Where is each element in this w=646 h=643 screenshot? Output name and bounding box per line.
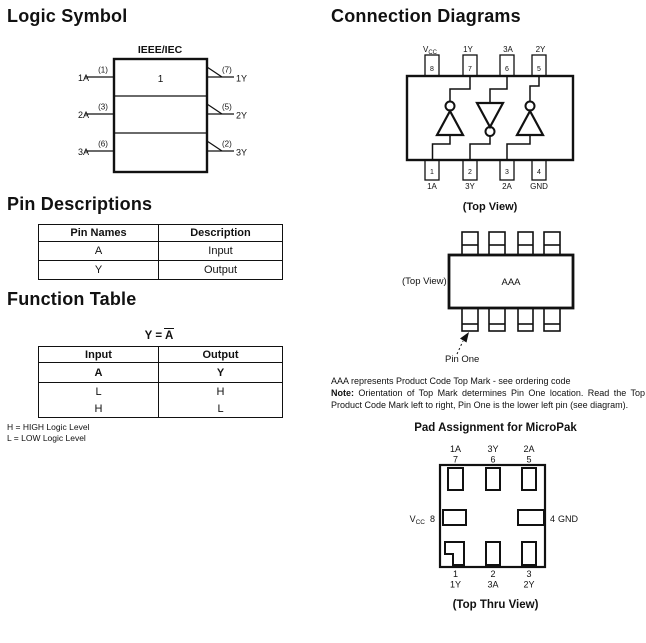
pad5-number: 5 <box>526 454 532 465</box>
table-row <box>39 242 282 260</box>
pin3-name: 2A <box>502 182 512 191</box>
output-pin-number: (5) <box>222 102 232 112</box>
cell-pin-name: A <box>39 242 159 260</box>
pad7-number: 7 <box>452 454 459 465</box>
pin1-number: 1 <box>430 169 434 176</box>
pad5-name: 2A <box>523 444 535 454</box>
col-header-input: Input <box>39 347 159 362</box>
pin-lead <box>462 232 478 255</box>
pin5-name: 2Y <box>535 45 546 54</box>
logic-symbol-heading: Logic Symbol <box>7 6 128 26</box>
col-header-pin-names: Pin Names <box>39 225 159 241</box>
input-pin-number: (1) <box>98 65 108 75</box>
pin-lead <box>489 232 505 255</box>
pad1-name: 1Y <box>449 579 462 590</box>
pad7-name: 1A <box>449 444 462 454</box>
table-row <box>39 383 282 400</box>
cell-description: Input <box>208 245 233 257</box>
wire-3y <box>470 136 490 160</box>
output-name: 1Y <box>236 73 248 84</box>
inverter-triangle-3 <box>517 111 543 135</box>
vcc-sub: CC <box>415 519 425 526</box>
pad6-name: 3Y <box>487 444 499 454</box>
polarity-wedge <box>207 141 222 151</box>
legend-low: L = LOW Logic Level <box>7 433 86 443</box>
connection-diagrams-heading: Connection Diagrams <box>331 6 521 26</box>
micropak-top-pins <box>462 232 560 255</box>
micropak-topview-figure <box>393 228 608 368</box>
pad-1-notched <box>445 542 464 565</box>
function-equation <box>38 328 281 342</box>
logic-level-legend <box>7 422 89 444</box>
pin-lead <box>518 232 533 255</box>
pin1-name: 1A <box>427 182 437 191</box>
output-pin-number: (7) <box>222 65 232 75</box>
wire-3a <box>490 76 507 103</box>
package-connection-diagram <box>400 40 600 192</box>
pin-lead <box>462 308 478 331</box>
gate-row-2 <box>78 103 247 121</box>
pin-lead <box>489 308 505 331</box>
input-name: 2A <box>78 110 90 120</box>
ieee-iec-label: IEEE/IEC <box>137 44 183 56</box>
pad2-name: 3A <box>487 579 499 590</box>
pad6-number: 6 <box>490 454 496 465</box>
pad-7 <box>448 468 463 490</box>
soic-caption: (Top View) <box>462 201 518 213</box>
vcc-v: V <box>423 45 429 54</box>
cell-input-level: L <box>39 383 159 400</box>
pad2-number: 2 <box>490 569 496 579</box>
pin7-name: 1Y <box>463 45 473 54</box>
pad-3 <box>522 542 536 565</box>
wire-2y <box>530 76 539 102</box>
output-name: 2Y <box>236 110 248 121</box>
vcc-label <box>410 514 426 526</box>
note-line-1: AAA represents Product Code Top Mark - see ordering code <box>331 376 571 386</box>
pad8-number: 8 <box>430 514 436 524</box>
micropak-side-label: (Top View) <box>402 276 447 287</box>
output-pin-number: (2) <box>222 139 232 149</box>
wire-1y <box>450 76 470 102</box>
pin-descriptions-table <box>38 224 283 280</box>
pad-6 <box>486 468 500 490</box>
polarity-wedge <box>207 104 222 114</box>
micropak-note <box>331 375 645 411</box>
vcc-label <box>423 45 438 56</box>
function-table-heading: Function Table <box>7 289 137 309</box>
wire-1a <box>433 135 451 160</box>
pad-8-vcc <box>443 510 466 525</box>
pad-4-gnd <box>518 510 544 525</box>
pad-2 <box>486 542 500 565</box>
inverter-triangle-2 <box>477 103 503 127</box>
vcc-sub: CC <box>428 50 438 56</box>
pad-assignment-figure <box>395 443 610 615</box>
pin2-number: 2 <box>468 169 472 176</box>
cell-input-level: H <box>39 400 159 417</box>
pad3-name: 2Y <box>523 579 535 590</box>
inverter-triangle-1 <box>437 111 463 135</box>
polarity-wedge <box>207 67 222 77</box>
inverter-qualifier: 1 <box>157 74 164 85</box>
pin7-number: 7 <box>468 66 472 73</box>
pin-one-pointer-line <box>457 341 463 354</box>
logic-symbol-figure <box>70 35 315 187</box>
table-header-row <box>39 225 282 242</box>
note-text: Orientation of Top Mark determines Pin One location. Read the Top Product Code Mark left to right, Pin One is the lower left pin (see diagram). <box>331 388 645 410</box>
output-name: 3Y <box>236 147 248 158</box>
micropak-bottom-pins <box>462 308 560 331</box>
cell-pin-name: Y <box>39 261 159 279</box>
cell-output-level: H <box>216 385 225 398</box>
micropak-outline <box>440 465 545 567</box>
col-header-description: Description <box>190 227 251 239</box>
legend-high: H = HIGH Logic Level <box>7 422 90 432</box>
col-header-output: Output <box>202 348 239 361</box>
table-row <box>39 260 282 279</box>
input-name: 1A <box>78 73 90 83</box>
pin-lead <box>544 308 560 331</box>
pin-one-label: Pin One <box>445 354 480 365</box>
pad1-number: 1 <box>452 569 459 579</box>
pad4-number: 4 <box>550 514 556 524</box>
pin-descriptions-heading: Pin Descriptions <box>7 194 153 214</box>
top-mark: AAA <box>501 277 521 288</box>
function-table <box>38 346 283 418</box>
pin5-number: 5 <box>537 66 541 73</box>
cell-output-signal: Y <box>216 366 225 379</box>
pin3-number: 3 <box>505 169 509 176</box>
input-name: 3A <box>78 147 90 157</box>
equation-lhs: Y = <box>144 330 163 342</box>
pad-assignment-heading: Pad Assignment for MicroPak <box>414 422 577 434</box>
pin4-number: 4 <box>537 169 541 176</box>
wire-2a <box>507 135 530 160</box>
pad-5 <box>522 468 536 490</box>
cell-description: Output <box>203 264 238 276</box>
pin6-name: 3A <box>503 45 513 54</box>
cell-input-signal: A <box>39 363 159 382</box>
pin6-number: 6 <box>505 66 509 73</box>
vcc-v: V <box>409 514 416 524</box>
signal-row <box>39 363 282 383</box>
pad3-number: 3 <box>526 569 532 579</box>
gate-row-3 <box>78 140 247 158</box>
pin2-name: 3Y <box>465 182 475 191</box>
pin8-number: 8 <box>430 66 434 73</box>
pad-caption: (Top Thru View) <box>452 599 539 611</box>
pin-lead <box>544 232 560 255</box>
pin4-name: GND <box>530 182 548 191</box>
input-pin-number: (3) <box>98 102 108 112</box>
cell-output-level: L <box>217 402 224 415</box>
equation-overlined-term: A <box>165 330 174 342</box>
note-paragraph <box>331 387 645 411</box>
table-header-row <box>39 347 282 363</box>
pin-one-arrowhead-icon <box>460 332 469 343</box>
note-bold-label: Note: <box>331 388 354 398</box>
gnd-label: GND <box>558 514 578 524</box>
pin-lead <box>518 308 533 331</box>
table-row <box>39 400 282 417</box>
input-pin-number: (6) <box>98 139 108 149</box>
